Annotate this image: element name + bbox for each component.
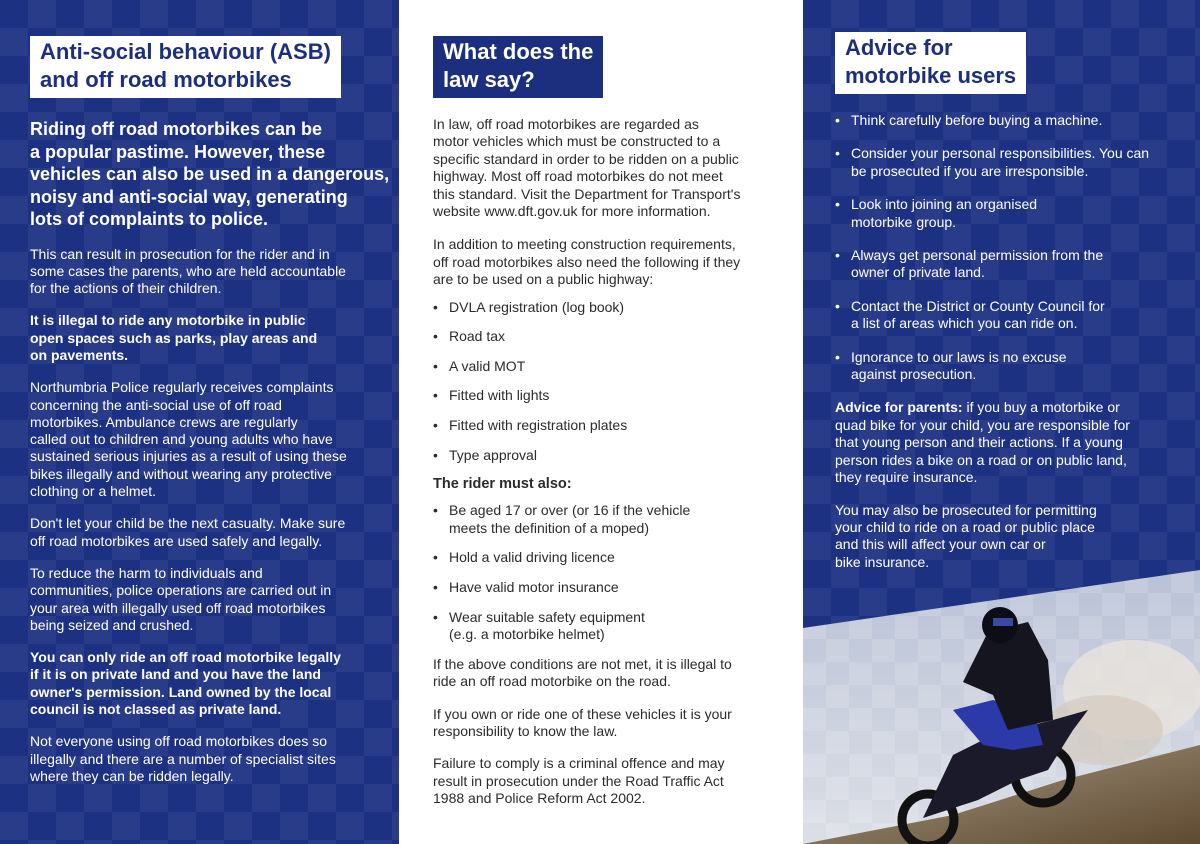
list-item-line: DVLA registration (log book): [449, 298, 625, 315]
list-item-line: meets the definition of a moped): [449, 519, 650, 536]
law-panel: [399, 0, 803, 844]
paragraph-line: This can result in prosecution for the rider and in: [30, 245, 330, 262]
parents-line: if you buy a motorbike or: [962, 399, 1120, 416]
paragraph-line: ride an off road motorbike on the road.: [433, 673, 671, 690]
paragraph-line: your area with illegally used off road motorbikes: [30, 599, 326, 616]
paragraph-line: If the above conditions are not met, it is illegal to: [433, 655, 732, 672]
permit-line: and this will affect your own car or: [835, 536, 1046, 553]
paragraph-line: open spaces such as parks, play areas and: [30, 329, 318, 346]
bullet-icon: •: [433, 549, 438, 566]
lead-line: Riding off road motorbikes can be: [30, 119, 323, 139]
list-item-line: Road tax: [449, 328, 506, 345]
parents-line: person rides a bike on a road or on public land,: [835, 451, 1127, 468]
asb-heading-line: and off road motorbikes: [40, 67, 292, 92]
paragraph-line: You can only ride an off road motorbike legally: [30, 649, 341, 666]
bullet-icon: •: [433, 608, 438, 625]
paragraph-line: council is not classed as private land.: [30, 701, 282, 718]
requirements-intro: [433, 236, 779, 288]
list-item-line: Think carefully before buying a machine.: [851, 112, 1103, 128]
intro-line: motor vehicles which must be constructed to a: [433, 133, 721, 150]
bullet-icon: •: [835, 247, 840, 264]
paragraph-line: illegally and there are a number of specialist sites: [30, 750, 336, 767]
permit-line: bike insurance.: [835, 553, 930, 570]
list-item: [433, 328, 779, 346]
bullet-icon: •: [835, 112, 840, 128]
bullet-icon: •: [433, 417, 438, 434]
closing-paragraph: [433, 755, 779, 807]
list-item-line: Type approval: [449, 446, 537, 463]
paragraph-line: called out to children and young adults who have: [30, 431, 333, 448]
bullet-icon: •: [835, 348, 840, 365]
paragraph-line: clothing or a helmet.: [30, 483, 157, 500]
paragraph-line: result in prosecution under the Road Traffic Act: [433, 772, 724, 789]
advice-panel: [803, 0, 1200, 844]
list-item-line: Fitted with registration plates: [449, 417, 628, 434]
bullet-icon: •: [835, 297, 840, 314]
bullet-icon: •: [433, 357, 438, 374]
list-item-line: Contact the District or County Council for: [851, 297, 1105, 314]
paragraph-line: If you own or ride one of these vehicles it is your: [433, 705, 732, 722]
list-item-line: Fitted with lights: [449, 387, 550, 404]
paragraph-line: for the actions of their children.: [30, 280, 222, 297]
parents-line: they require insurance.: [835, 469, 978, 486]
paragraph-line: being seized and crushed.: [30, 616, 194, 633]
list-item: [835, 145, 1178, 180]
bullet-icon: •: [433, 446, 438, 463]
advice-heading-line: Advice for: [845, 35, 953, 60]
requirements-list: [433, 299, 779, 465]
asb-lead: [30, 118, 390, 231]
asb-paragraph: [30, 733, 377, 785]
paragraph-line: Northumbria Police regularly receives complaints: [30, 379, 334, 396]
intro-line: this standard. Visit the Department for Transport's: [433, 185, 741, 202]
permit-warning: [835, 502, 1178, 572]
lead-line: noisy and anti-social way, generating: [30, 186, 348, 207]
paragraph-line: bikes illegally and without wearing any protective: [30, 465, 332, 482]
list-item-line: Look into joining an organised: [851, 196, 1038, 213]
list-item: [433, 358, 779, 376]
paragraph-line: some cases the parents, who are held accountable: [30, 262, 346, 279]
asb-paragraph: [30, 379, 377, 500]
paragraph-line: sustained serious injuries as a result of using these: [30, 448, 347, 465]
paragraph-line: responsibility to know the law.: [433, 723, 618, 739]
list-item: [433, 579, 779, 597]
asb-paragraph: [30, 246, 377, 298]
bullet-icon: •: [835, 196, 840, 213]
lead-line: lots of complaints to police.: [30, 209, 269, 229]
paragraph-line: Not everyone using off road motorbikes does so: [30, 733, 328, 750]
asb-heading-line: Anti-social behaviour (ASB): [40, 39, 331, 64]
list-item-line: Have valid motor insurance: [449, 579, 619, 595]
paragraph-line: It is illegal to ride any motorbike in public: [30, 312, 306, 329]
bullet-icon: •: [433, 502, 438, 519]
paragraph-line: owner's permission. Land owned by the local: [30, 683, 332, 700]
closing-paragraph: [433, 706, 779, 741]
list-item: [433, 549, 779, 567]
paragraph-line: Don't let your child be the next casualty. Make sure: [30, 515, 346, 532]
bullet-icon: •: [433, 328, 438, 345]
list-item: [433, 447, 779, 465]
bullet-icon: •: [433, 579, 438, 595]
intro-line: highway. Most off road motorbikes do not meet: [433, 168, 723, 185]
list-item-line: owner of private land.: [851, 264, 985, 281]
list-item: [433, 609, 779, 644]
parents-advice: [835, 399, 1178, 486]
req-intro-line: are to be used on a public highway:: [433, 271, 654, 288]
list-item-line: Always get personal permission from the: [851, 247, 1104, 264]
list-item-line: against prosecution.: [851, 366, 977, 383]
paragraph-line: communities, police operations are carried out in: [30, 582, 332, 599]
asb-heading: [30, 36, 341, 98]
paragraph-line: where they can be ridden legally.: [30, 767, 234, 784]
paragraph-line: off road motorbikes are used safely and legally.: [30, 532, 323, 549]
list-item-line: (e.g. a motorbike helmet): [449, 626, 605, 643]
asb-panel: [0, 0, 399, 844]
intro-line: website www.dft.gov.uk for more information.: [433, 203, 711, 220]
intro-line: In law, off road motorbikes are regarded as: [433, 116, 699, 132]
list-item-line: Hold a valid driving licence: [449, 549, 615, 566]
list-item-line: motorbike group.: [851, 213, 957, 230]
motorbike-rider-photo: [803, 570, 1200, 844]
list-item-line: A valid MOT: [449, 357, 526, 374]
parents-label: Advice for parents:: [835, 399, 963, 416]
list-item: [835, 298, 1178, 333]
list-item-line: Be aged 17 or over (or 16 if the vehicle: [449, 502, 691, 519]
asb-paragraphs: [30, 246, 377, 786]
paragraph-line: Failure to comply is a criminal offence and may: [433, 755, 725, 772]
list-item-line: Wear suitable safety equipment: [449, 608, 645, 625]
asb-paragraph: [30, 565, 377, 634]
list-item: [433, 417, 779, 435]
list-item: [835, 247, 1178, 282]
permit-line: You may also be prosecuted for permitting: [835, 501, 1097, 518]
law-heading-line: What does the: [443, 39, 594, 64]
list-item: [835, 112, 1178, 129]
bullet-icon: •: [835, 145, 840, 162]
list-item: [433, 387, 779, 405]
list-item: [433, 299, 779, 317]
req-intro-line: In addition to meeting construction requirements,: [433, 236, 736, 253]
list-item-line: be prosecuted if you are irresponsible.: [851, 162, 1089, 179]
paragraph-line: on pavements.: [30, 346, 129, 363]
rider-list: [433, 502, 779, 644]
asb-paragraph: [30, 312, 377, 364]
lead-line: a popular pastime. However, these: [30, 141, 326, 162]
bullet-icon: •: [433, 298, 438, 315]
rider-heading: The rider must also:: [433, 476, 572, 493]
lead-line: vehicles can also be used in a dangerous,: [30, 164, 390, 184]
asb-paragraph: [30, 515, 377, 550]
list-item: [835, 349, 1178, 384]
asb-paragraph: [30, 649, 377, 718]
intro-line: specific standard in order to be ridden on a public: [433, 150, 739, 167]
list-item-line: Consider your personal responsibilities. You can: [851, 145, 1150, 162]
list-item-line: a list of areas which you can ride on.: [851, 315, 1078, 332]
list-item: [433, 502, 779, 537]
closing-paragraph: [433, 656, 779, 691]
law-closing: [433, 656, 779, 808]
req-intro-line: off road motorbikes also need the following if they: [433, 253, 741, 270]
law-intro: [433, 116, 779, 220]
law-heading: [433, 36, 603, 98]
parents-line: quad bike for your child, you are responsible for: [835, 416, 1130, 433]
paragraph-line: concerning the anti-social use of off road: [30, 396, 282, 413]
permit-line: your child to ride on a road or public place: [835, 518, 1095, 535]
bullet-icon: •: [433, 387, 438, 404]
advice-list: [835, 112, 1178, 383]
law-heading-line: law say?: [443, 67, 535, 92]
list-item: [835, 196, 1178, 231]
paragraph-line: To reduce the harm to individuals and: [30, 564, 263, 581]
paragraph-line: motorbikes. Ambulance crews are regularly: [30, 413, 298, 430]
advice-heading: [835, 32, 1026, 94]
advice-heading-line: motorbike users: [845, 63, 1017, 88]
list-item-line: Ignorance to our laws is no excuse: [851, 348, 1067, 365]
parents-line: that young person and their actions. If a young: [835, 434, 1123, 451]
paragraph-line: 1988 and Police Reform Act 2002.: [433, 790, 646, 807]
paragraph-line: if it is on private land and you have the land: [30, 666, 321, 683]
